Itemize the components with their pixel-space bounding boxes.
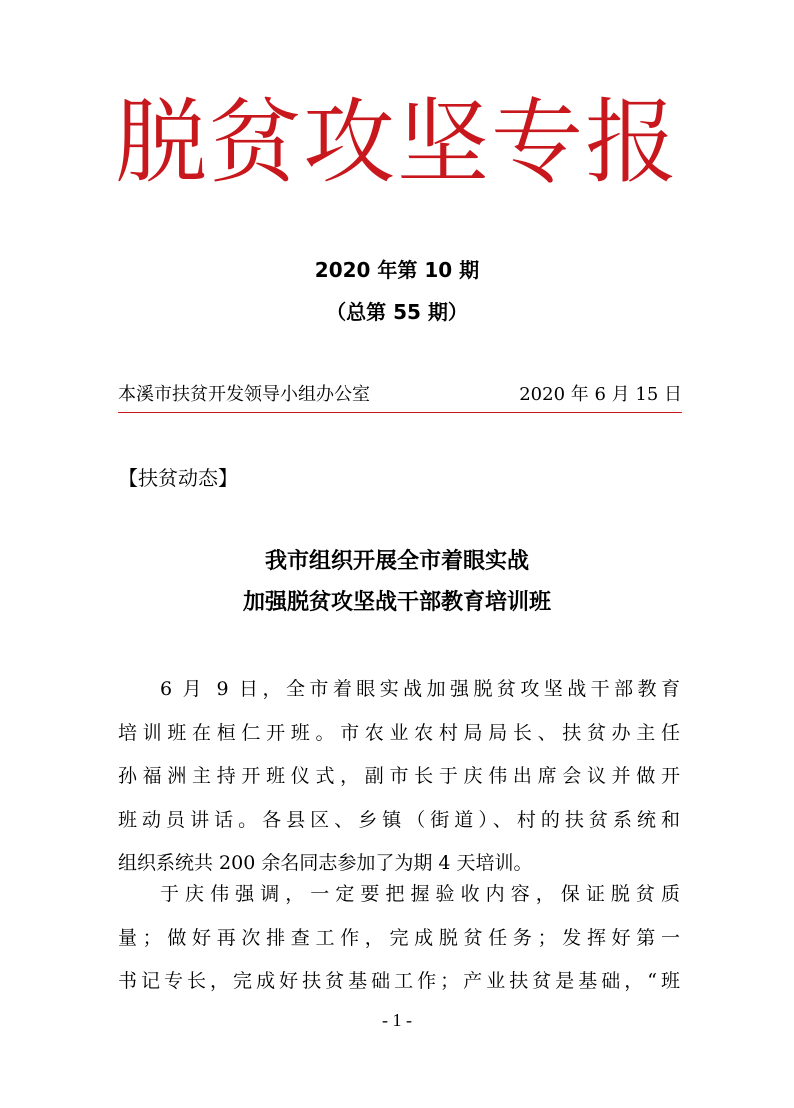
article-headline-line-2: 加强脱贫攻坚战干部教育培训班: [242, 590, 551, 615]
issue-total-number: （总第 55 期）: [326, 300, 468, 324]
issue-date: 2020 年 6 月 15 日: [519, 384, 682, 405]
article-paragraph-2: [118, 873, 680, 1004]
paragraph-line: 班动员讲话。各县区、乡镇（街道）、村的扶贫系统和: [118, 808, 680, 831]
paragraph-line: 书记专长，完成好扶贫基础工作；产业扶贫是基础，“班: [118, 970, 680, 992]
paragraph-line: 量；做好再次排查工作，完成脱贫任务；发挥好第一: [118, 926, 680, 949]
page-number: - 1 -: [382, 1010, 412, 1030]
section-tag: 【扶贫动态】: [118, 466, 238, 490]
red-divider-line: [118, 412, 682, 413]
paragraph-line: 组织系统共 200 余名同志参加了为期 4 天培训。: [118, 852, 533, 874]
issuing-organization: 本溪市扶贫开发领导小组办公室: [118, 384, 370, 405]
paragraph-line: 孙福洲主持开班仪式，副市长于庆伟出席会议并做开: [118, 765, 680, 787]
paragraph-line: 于庆伟强调，一定要把握验收内容，保证脱贫质: [160, 883, 680, 905]
issue-number: 2020 年第 10 期: [314, 258, 480, 282]
paragraph-line: 6 月 9 日，全市着眼实战加强脱贫攻坚战干部教育: [160, 678, 680, 700]
paragraph-line: 培训班在桓仁开班。市农业农村局局长、扶贫办主任: [118, 721, 680, 744]
masthead-title: 脱贫攻坚专报: [114, 89, 679, 196]
article-paragraph-1: [118, 668, 680, 886]
article-headline-line-1: 我市组织开展全市着眼实战: [264, 549, 529, 574]
info-bar: [118, 380, 682, 410]
